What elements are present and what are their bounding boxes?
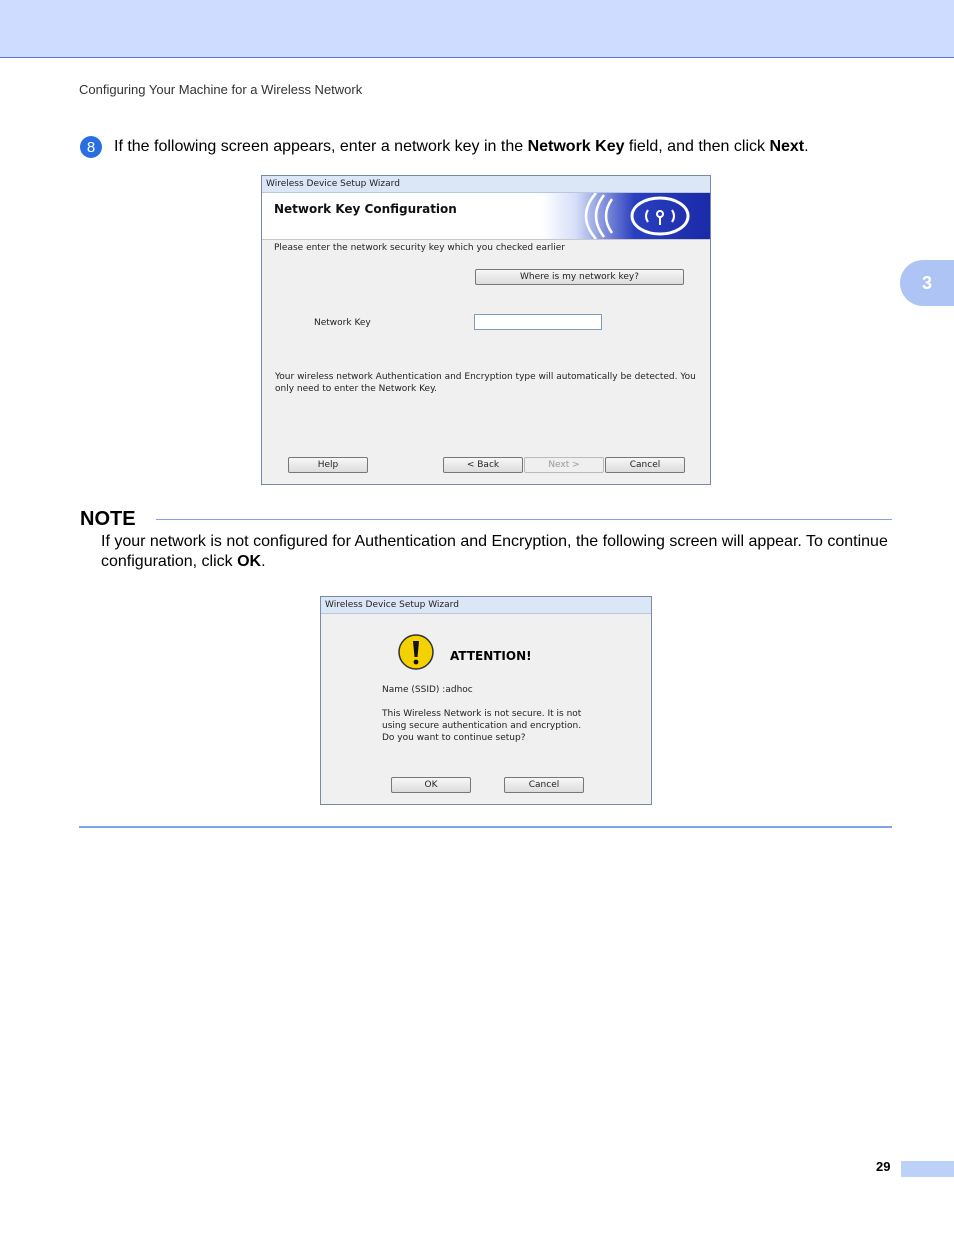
running-title: Configuring Your Machine for a Wireless Network: [79, 82, 363, 97]
page-number: 29: [876, 1159, 891, 1174]
page-tab-marker: [901, 1161, 954, 1177]
dialog-title-bar: Wireless Device Setup Wizard: [262, 176, 710, 193]
back-button[interactable]: < Back: [443, 457, 523, 473]
note-bold-ok: OK: [237, 553, 262, 570]
dialog-heading: Network Key Configuration: [274, 202, 457, 216]
where-is-key-button[interactable]: Where is my network key?: [475, 269, 684, 285]
section-end-rule: [79, 826, 892, 828]
dialog-header: [262, 193, 710, 240]
step-text-mid: field, and then click: [624, 138, 770, 155]
ssid-line: Name (SSID) :adhoc: [382, 685, 473, 695]
step-text-pre: If the following screen appears, enter a network key in the: [114, 138, 528, 155]
dialog-info-text: Your wireless network Authentication and Encryption type will automatically be detected. You only need to enter the Network Key.: [275, 372, 696, 394]
attention-heading: ATTENTION!: [450, 649, 532, 663]
step-bold-next: Next: [769, 138, 805, 155]
step-text-post: .: [804, 138, 809, 155]
cancel-button[interactable]: Cancel: [504, 777, 584, 793]
warning-message-line1: This Wireless Network is not secure. It is not: [382, 709, 582, 719]
next-button[interactable]: Next >: [524, 457, 604, 473]
help-button[interactable]: Help: [288, 457, 368, 473]
note-rule: [156, 519, 892, 520]
step-text: [114, 138, 809, 156]
note-body: [101, 532, 891, 572]
warning-icon: [397, 633, 435, 671]
dialog-title-bar: Wireless Device Setup Wizard: [321, 597, 651, 614]
note-text-post: .: [261, 553, 266, 570]
ok-button[interactable]: OK: [391, 777, 471, 793]
network-key-input[interactable]: [474, 314, 602, 330]
note-text-pre: If your network is not configured for Authentication and Encryption, the following screen will appear. To continue configuration, click: [101, 533, 888, 570]
network-key-label: Network Key: [314, 318, 371, 328]
wireless-banner: [542, 193, 710, 239]
chapter-tab: [900, 260, 954, 306]
dialog-prompt: Please enter the network security key which you checked earlier: [274, 243, 565, 253]
warning-message-line2: using secure authentication and encryption.: [382, 721, 582, 731]
network-key-dialog: [261, 175, 711, 485]
note-heading: NOTE: [80, 508, 136, 530]
wireless-signal-icon: [542, 193, 710, 239]
step-instruction: [80, 136, 809, 158]
attention-dialog: [320, 596, 652, 805]
chapter-number: 3: [921, 272, 932, 293]
step-number-badge: 8: [80, 136, 102, 158]
cancel-button[interactable]: Cancel: [605, 457, 685, 473]
top-header-band: [0, 0, 954, 58]
warning-message-line3: Do you want to continue setup?: [382, 733, 526, 743]
step-bold-network-key: Network Key: [527, 138, 625, 155]
